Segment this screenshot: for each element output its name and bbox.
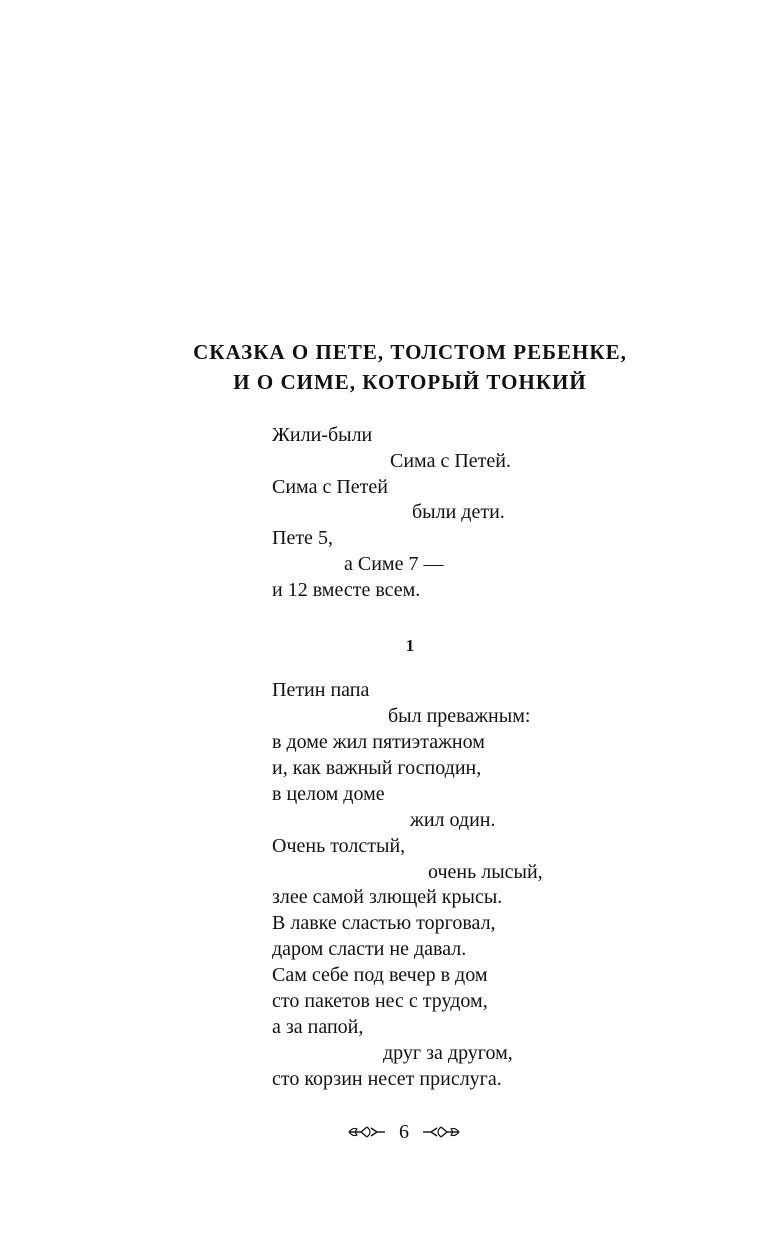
verse-line: были дети.	[412, 501, 505, 523]
page-footer	[0, 1120, 768, 1144]
verse-line: Сима с Петей.	[390, 450, 511, 472]
verse-line: злее самой злющей крысы.	[272, 886, 503, 908]
verse-line: очень лысый,	[428, 861, 543, 883]
verse-line: Очень толстый,	[272, 835, 406, 857]
verse-line: сто корзин несет прислуга.	[272, 1068, 502, 1090]
floral-ornament-icon	[421, 1124, 461, 1140]
verse-line: Сима с Петей	[272, 476, 388, 498]
verse-line: а за папой,	[272, 1016, 364, 1038]
verse-line: Петин папа	[272, 679, 370, 701]
verse-line: в целом доме	[272, 783, 385, 805]
section-number: 1	[405, 636, 415, 655]
verse-line: был преважным:	[388, 705, 531, 727]
title-line-1: СКАЗКА О ПЕТЕ, ТОЛСТОМ РЕБЕНКЕ,	[193, 340, 627, 364]
verse-line: Жили-были	[272, 424, 373, 446]
verse-line: сто пакетов нес с трудом,	[272, 990, 488, 1012]
verse-line: друг за другом,	[383, 1042, 513, 1064]
verse-line: а Симе 7 —	[344, 553, 444, 575]
verse-line: Пете 5,	[272, 527, 333, 549]
verse-line: и, как важный господин,	[272, 757, 482, 779]
page-number: 6	[399, 1121, 409, 1143]
verse-line: даром сласти не давал.	[272, 938, 467, 960]
floral-ornament-icon	[347, 1124, 387, 1140]
verse-line: В лавке сластью торговал,	[272, 912, 496, 934]
verse-line: и 12 вместе всем.	[272, 579, 421, 601]
verse-line: Сам себе под вечер в дом	[272, 964, 488, 986]
verse-line: в доме жил пятиэтажном	[272, 731, 485, 753]
verse-line: жил один.	[410, 809, 496, 831]
title-line-2: И О СИМЕ, КОТОРЫЙ ТОНКИЙ	[233, 370, 587, 394]
